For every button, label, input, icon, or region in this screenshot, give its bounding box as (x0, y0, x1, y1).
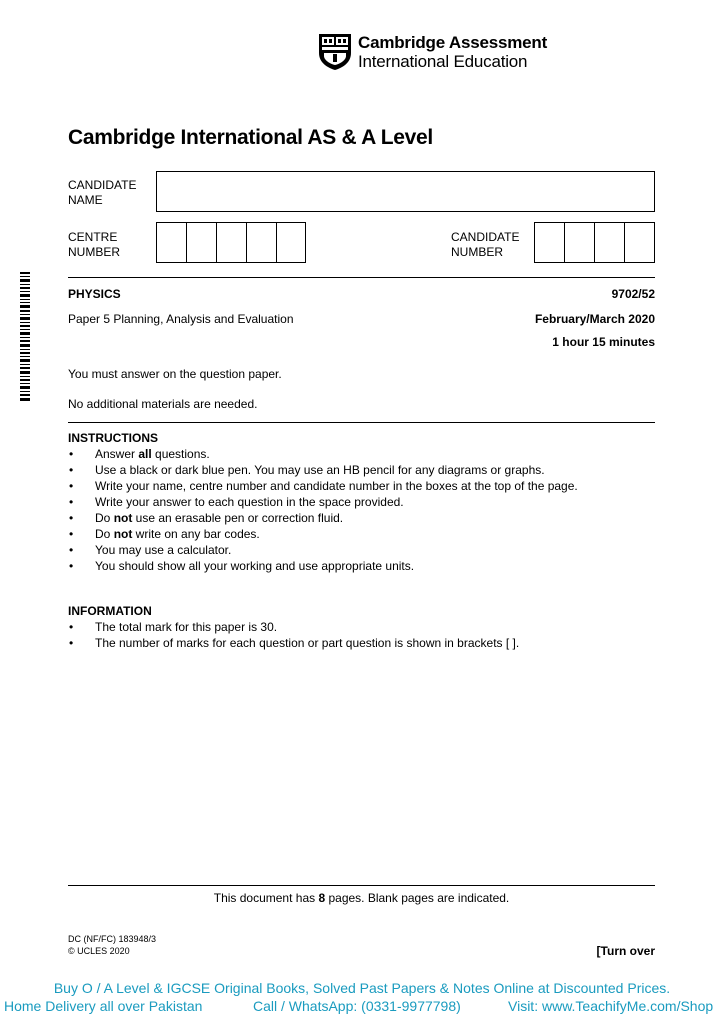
information-list (69, 619, 519, 651)
logo-line1: Cambridge Assessment (358, 33, 548, 52)
centre-number-label-line2: NUMBER (68, 245, 121, 259)
centre-number-cell[interactable] (217, 223, 247, 262)
candidate-number-cell[interactable] (535, 223, 565, 262)
candidate-number-label-line1: CANDIDATE (451, 230, 520, 244)
candidate-name-label (68, 178, 136, 208)
candidate-number-cell[interactable] (565, 223, 595, 262)
list-item: • The number of marks for each question or part question is shown in brackets [ ]. (69, 635, 519, 651)
list-item: • You may use a calculator. (69, 542, 578, 558)
list-item: • Write your name, centre number and candidate number in the boxes at the top of the page. (69, 478, 578, 494)
candidate-name-field[interactable] (156, 171, 655, 212)
candidate-number-cell[interactable] (595, 223, 625, 262)
divider (68, 277, 655, 278)
instructions-heading: INSTRUCTIONS (68, 431, 158, 445)
page-title: Cambridge International AS & A Level (68, 126, 433, 149)
candidate-number-cell[interactable] (625, 223, 654, 262)
exam-session: February/March 2020 (534, 312, 655, 326)
centre-number-label (68, 230, 120, 260)
centre-number-cell[interactable] (157, 223, 187, 262)
candidate-name-label-line2: NAME (68, 193, 103, 207)
list-item: • Write your answer to each question in the space provided. (69, 494, 578, 510)
candidate-number-label-line2: NUMBER (451, 245, 504, 259)
list-item: • Do not write on any bar codes. (69, 526, 578, 542)
centre-number-label-line1: CENTRE (68, 230, 118, 244)
divider (68, 885, 655, 886)
candidate-number-label (451, 230, 519, 260)
centre-number-cell[interactable] (247, 223, 277, 262)
subject: PHYSICS (68, 287, 121, 301)
document-code: DC (NF/FC) 183948/3 (68, 934, 157, 944)
list-item: • The total mark for this paper is 30. (69, 619, 519, 635)
list-item: • You should show all your working and use appropriate units. (69, 558, 578, 574)
instructions-list (69, 446, 578, 574)
list-item: • Answer all questions. (69, 446, 578, 462)
ad-line1: Buy O / A Level & IGCSE Original Books, Solved Past Papers & Notes Online at Discounted Prices. (53, 980, 671, 996)
list-item: • Do not use an erasable pen or correction fluid. (69, 510, 578, 526)
centre-number-field[interactable] (156, 222, 306, 263)
copyright: © UCLES 2020 (68, 946, 130, 956)
divider (68, 422, 655, 423)
page-count-note: This document has 8 pages. Blank pages are indicated. (213, 891, 510, 905)
information-heading: INFORMATION (68, 604, 152, 618)
candidate-name-label-line1: CANDIDATE (68, 178, 137, 192)
ad-website-link[interactable]: Visit: www.TeachifyMe.com/Shop (508, 998, 714, 1014)
centre-number-cell[interactable] (277, 223, 305, 262)
candidate-number-field[interactable] (534, 222, 655, 263)
barcode-icon (18, 272, 30, 402)
cambridge-shield-icon (318, 33, 352, 71)
ad-delivery: Home Delivery all over Pakistan (4, 998, 203, 1014)
ad-line2 (0, 998, 724, 1016)
logo-line2: International Education (358, 52, 528, 71)
note-answer-on-paper: You must answer on the question paper. (68, 367, 282, 381)
turn-over: [Turn over (596, 944, 655, 958)
ad-contact: Call / WhatsApp: (0331-9977798) (253, 998, 461, 1014)
syllabus-code: 9702/52 (611, 287, 655, 301)
cambridge-logo (318, 33, 558, 73)
exam-duration: 1 hour 15 minutes (552, 335, 655, 349)
list-item: • Use a black or dark blue pen. You may use an HB pencil for any diagrams or graphs. (69, 462, 578, 478)
centre-number-cell[interactable] (187, 223, 217, 262)
note-no-materials: No additional materials are needed. (68, 397, 258, 411)
paper-title: Paper 5 Planning, Analysis and Evaluation (68, 312, 294, 326)
